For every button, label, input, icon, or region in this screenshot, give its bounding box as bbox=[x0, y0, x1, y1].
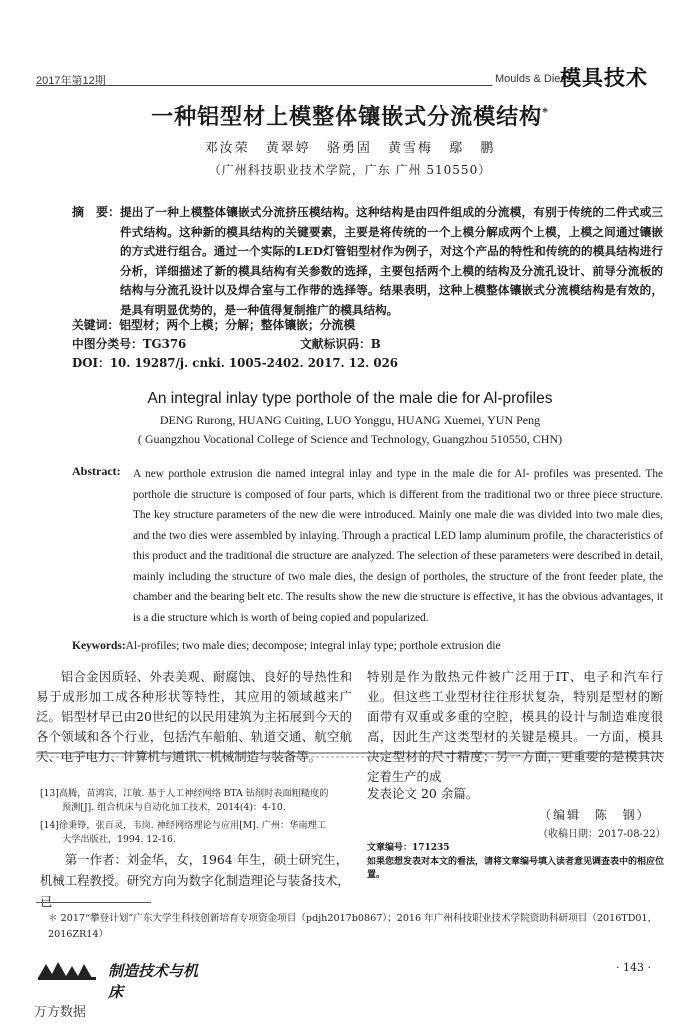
abstract-cn-text: 提出了一种上模整体镶嵌式分流挤压模结构。这种结构是由四件组成的分流模，有别于传统的二件式或三件式结构。这种新的模具结构的关键要素，主要是将传统的一个上模分解成两个上模，上模之间通过镶嵌的方式进行组合。通过一个实际的LED灯管铝型材作为例子，对这个产品的特性和传统的的模具结构进行分析，详细描述了新的模具结构有关参数的选择，主要包括两个上模的结构及分流孔设计、前导分流板的结构与分流孔设计以及焊合室与工作带的选择等。结果表明，这种上模整体镶嵌式分流模结构是有效的，是具有明显优势的，是一种值得复制推广的模具结构。 bbox=[120, 205, 663, 317]
clc-number: 中图分类号：TG376 bbox=[72, 337, 187, 351]
body-right-column: 特别是作为散热元件被广泛用于IT、电子和汽车行业。但这些工业型材往往形状复杂，特别是型材的断面带有双重或多重的空腔，模具的设计与制造难度很高，因此生产这类型材的关键是模具。一方面，模具决定型材的尺寸精度；另一方面，更重要的是模具决定着生产的成 bbox=[367, 669, 663, 784]
page-number: · 143 · bbox=[616, 961, 651, 974]
header-rule bbox=[36, 85, 492, 86]
editor-note: （编辑 陈 钢） bbox=[539, 808, 651, 822]
abstract-en-label: Abstract: bbox=[72, 464, 121, 478]
keywords-en-label: Keywords: bbox=[72, 640, 126, 652]
doi: DOI：10. 19287/j. cnki. 1005-2402. 2017. 12. 026 bbox=[72, 356, 398, 370]
funding-footnote: ＊ 2017“攀登计划”广东大学生科技创新培育专项资金项目（pdjh2017b0867）；2016 年广州科技职业技术学院资助科研项目（2016TD01，2016ZR14） bbox=[48, 913, 658, 940]
abstract-cn-label: 摘 要： bbox=[72, 205, 121, 219]
body-left-column: 铝合金因质轻、外表美观、耐腐蚀、良好的导热性和易于成形加工成各种形状等特性，其应用的领域越来广泛。铝型材早已由20世纪的以民用建筑为主拓展到今天的各个领域和各个行业，包括汽车船舶、轨道交通、航空航天、电子电力、计算机与通讯、机械制造与装备等。 bbox=[36, 669, 352, 764]
reference-14-cont: 大学出版社，1994. 12-16. bbox=[62, 834, 176, 845]
logo-text: 制造技术与机床 bbox=[108, 962, 199, 1001]
article-title bbox=[0, 100, 700, 131]
document-code: 文献标识码：B bbox=[300, 337, 381, 351]
keywords-en bbox=[72, 640, 672, 652]
reference-13: [13]高腾，苗鸿宾，江敏. 基于人工神经网络 BTA 钻削时表面粗糙度的 bbox=[40, 788, 329, 799]
journal-issue: 2017年第12期 bbox=[36, 75, 106, 87]
received-date: （收稿日期：2017-08-22） bbox=[538, 829, 666, 840]
author-bio: 第一作者：刘金华，女，1964 年生，硕士研究生，机械工程教授。研究方向为数字化制造理论与装备技术，已 bbox=[40, 852, 350, 909]
journal-name-en: Moulds & Dies bbox=[495, 73, 566, 85]
title-footnote-mark: * bbox=[542, 105, 549, 119]
authors-en: DENG Rurong, HUANG Cuiting, LUO Yonggu, HUANG Xuemei, YUN Peng bbox=[159, 413, 541, 427]
keywords-cn: 关键词：铝型材；两个上模；分解；整体镶嵌；分流模 bbox=[72, 318, 356, 332]
authors: 邓汝荣 黄翠婷 骆勇固 黄雪梅 鄢 鹏 bbox=[204, 141, 496, 156]
affiliation: （广州科技职业技术学院，广东 广州 510550） bbox=[208, 163, 492, 177]
logo-mark-icon bbox=[36, 958, 98, 982]
reference-14: [14]徐秉铮，张百灵，韦岗. 神经网络理论与应用[M]. 广州：华南理工 bbox=[40, 820, 326, 831]
affiliation-en: ( Guangzhou Vocational College of Science and Technology, Guangzhou 510550, CHN) bbox=[137, 432, 563, 446]
survey-note: 如果您想发表对本文的看法，请将文章编号填入读者意见调查表中的相应位置。 bbox=[367, 857, 665, 880]
journal-logo bbox=[36, 958, 206, 1001]
footnote-rule bbox=[36, 902, 151, 903]
watermark: 万方数据 bbox=[34, 1004, 87, 1019]
section-separator bbox=[36, 752, 664, 758]
abstract-en-text: A new porthole extrusion die named integral inlay and type in the male die for Al- profiles was presented. The porthole die structure is composed of four parts, which is different from the traditional two or three piece structure. The key structure parameters of the new die were introduced. Mainly one male die was divided into two male dies, and the two dies were assembled by inlaying. Through a practical LED lamp aluminum profile, the characteristics of this product and the traditional die structure are analyzed. The selection of these parameters were described in detail, mainly including the structure of two male dies, the design of portholes, the structure of the front feeder plate, the chamber and the bearing belt etc. The results show the new die structure is effective, it has the obvious advantages, it is a die structure which is worth of being copied and popularized. bbox=[133, 468, 663, 624]
author-bio-cont: 发表论文 20 余篇。 bbox=[367, 786, 479, 801]
article-number: 文章编号：171235 bbox=[367, 843, 450, 853]
article-title-en: An integral inlay type porthole of the male die for Al-profiles bbox=[147, 390, 553, 407]
journal-name-cn: 模具技术 bbox=[560, 65, 648, 90]
reference-13-cont: 预测[J]. 组合机床与自动化加工技术，2014(4)：4-10. bbox=[62, 802, 286, 813]
article-title-text: 一种铝型材上模整体镶嵌式分流模结构 bbox=[151, 104, 543, 130]
keywords-en-text: Al-profiles; two male dies; decompose; integral inlay type; porthole extrusion die bbox=[125, 640, 501, 652]
